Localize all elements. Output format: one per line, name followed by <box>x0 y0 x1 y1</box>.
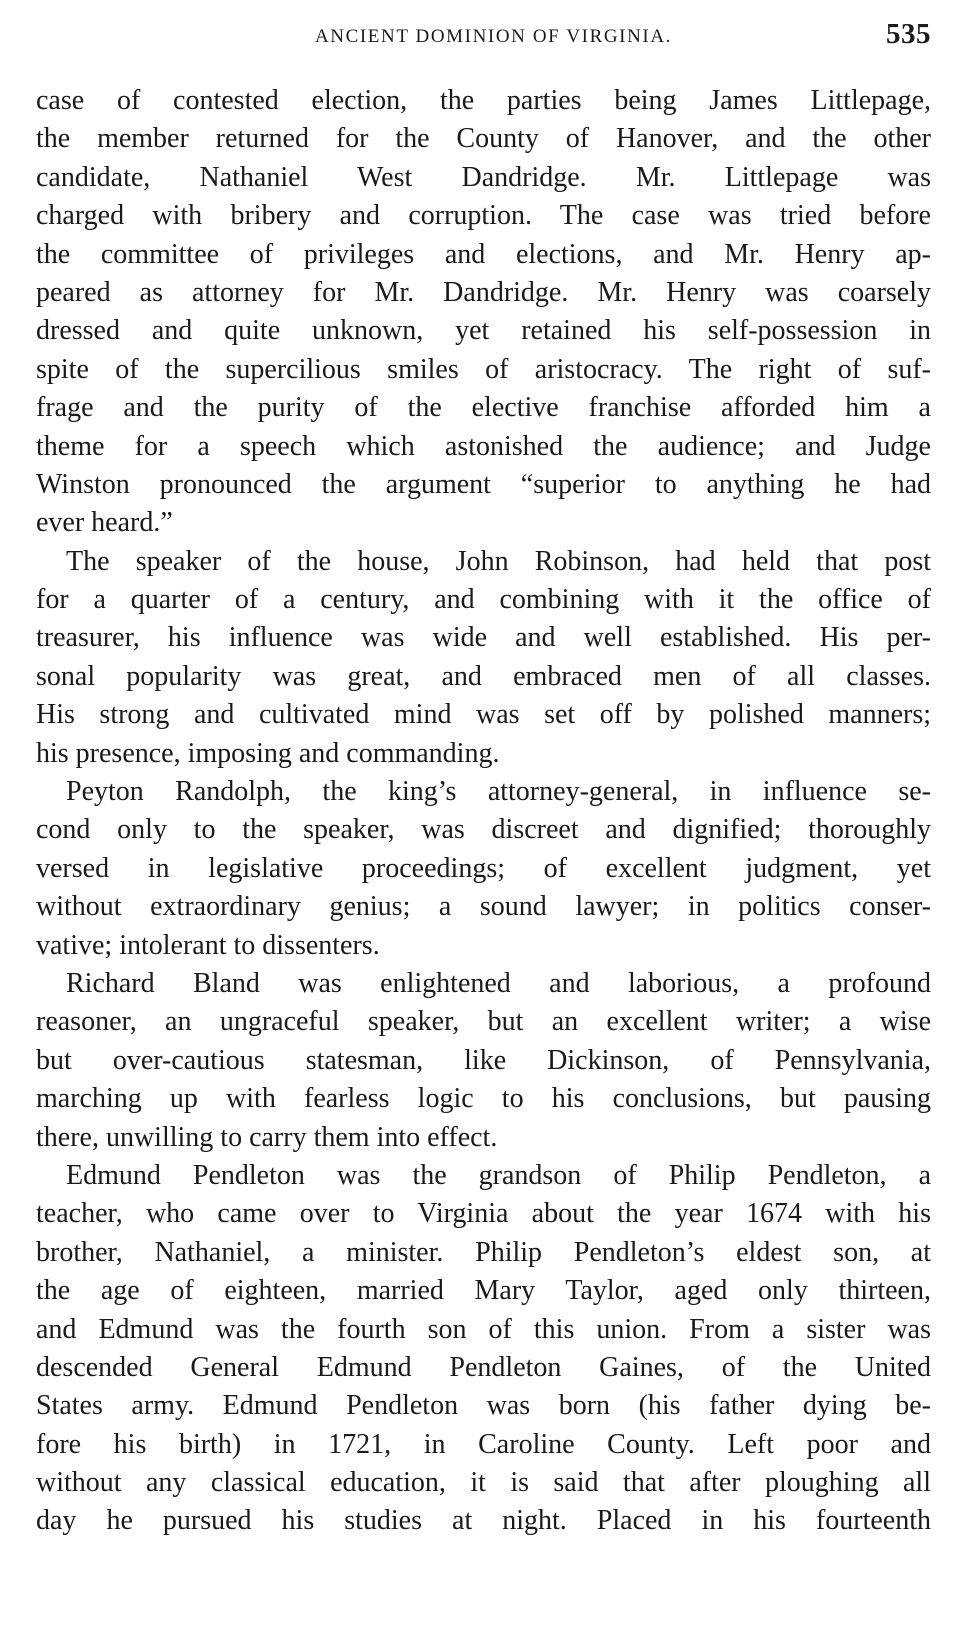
page-number: 535 <box>886 18 931 50</box>
text-line: fore his birth) in 1721, in Caroline County. Left poor and <box>36 1428 931 1460</box>
text-line: peared as attorney for Mr. Dandridge. Mr. Henry was coarsely <box>36 276 931 308</box>
text-line: frage and the purity of the elective franchise afforded him a <box>36 392 931 424</box>
text-line: marching up with fearless logic to his conclusions, but pausing <box>36 1083 931 1115</box>
text-line: descended General Edmund Pendleton Gaines, of the United <box>36 1351 931 1383</box>
text-line: candidate, Nathaniel West Dandridge. Mr. Littlepage was <box>36 161 931 193</box>
text-line: spite of the supercilious smiles of aristocracy. The right of suf- <box>36 353 931 385</box>
text-line: Richard Bland was enlightened and laborious, a profound <box>66 967 931 999</box>
text-line: States army. Edmund Pendleton was born (his father dying be- <box>36 1390 931 1422</box>
running-head <box>36 16 931 56</box>
text-line: His strong and cultivated mind was set off by polished manners; <box>36 699 931 731</box>
text-line: Edmund Pendleton was the grandson of Philip Pendleton, a <box>66 1159 931 1191</box>
text-line: reasoner, an ungraceful speaker, but an excellent writer; a wise <box>36 1006 931 1038</box>
text-line: The speaker of the house, John Robinson, had held that post <box>66 545 931 577</box>
body-text <box>36 82 931 1541</box>
text-line: cond only to the speaker, was discreet and dignified; thoroughly <box>36 814 931 846</box>
text-line: Winston pronounced the argument “superior to anything he had <box>36 468 931 500</box>
text-line: versed in legislative proceedings; of excellent judgment, yet <box>36 852 931 884</box>
running-title: ANCIENT DOMINION OF VIRGINIA. <box>314 26 673 47</box>
text-line: theme for a speech which astonished the audience; and Judge <box>36 430 931 462</box>
text-line: the age of eighteen, married Mary Taylor, aged only thirteen, <box>36 1275 931 1307</box>
text-line: and Edmund was the fourth son of this union. From a sister was <box>36 1313 931 1345</box>
text-line: for a quarter of a century, and combining with it the office of <box>36 584 931 616</box>
text-line: day he pursued his studies at night. Placed in his fourteenth <box>36 1505 931 1537</box>
text-line: his presence, imposing and commanding. <box>36 737 500 769</box>
text-line: sonal popularity was great, and embraced men of all classes. <box>36 660 931 692</box>
text-line: without extraordinary genius; a sound lawyer; in politics conser- <box>36 891 931 923</box>
text-line: but over-cautious statesman, like Dickinson, of Pennsylvania, <box>36 1044 931 1076</box>
text-line: teacher, who came over to Virginia about the year 1674 with his <box>36 1198 931 1230</box>
text-line: dressed and quite unknown, yet retained his self-possession in <box>36 315 931 347</box>
text-line: without any classical education, it is said that after ploughing all <box>36 1467 931 1499</box>
text-line: vative; intolerant to dissenters. <box>36 929 380 961</box>
text-line: the member returned for the County of Hanover, and the other <box>36 123 931 155</box>
text-line: charged with bribery and corruption. The case was tried before <box>36 200 931 232</box>
text-line: treasurer, his influence was wide and well established. His per- <box>36 622 931 654</box>
text-line: case of contested election, the parties being James Littlepage, <box>36 85 931 116</box>
text-line: ever heard.” <box>36 507 173 539</box>
text-line: brother, Nathaniel, a minister. Philip Pendleton’s eldest son, at <box>36 1236 931 1268</box>
text-line: the committee of privileges and elections, and Mr. Henry ap- <box>36 238 931 270</box>
text-line: there, unwilling to carry them into effect. <box>36 1121 498 1153</box>
text-line: Peyton Randolph, the king’s attorney-general, in influence se- <box>66 776 931 808</box>
